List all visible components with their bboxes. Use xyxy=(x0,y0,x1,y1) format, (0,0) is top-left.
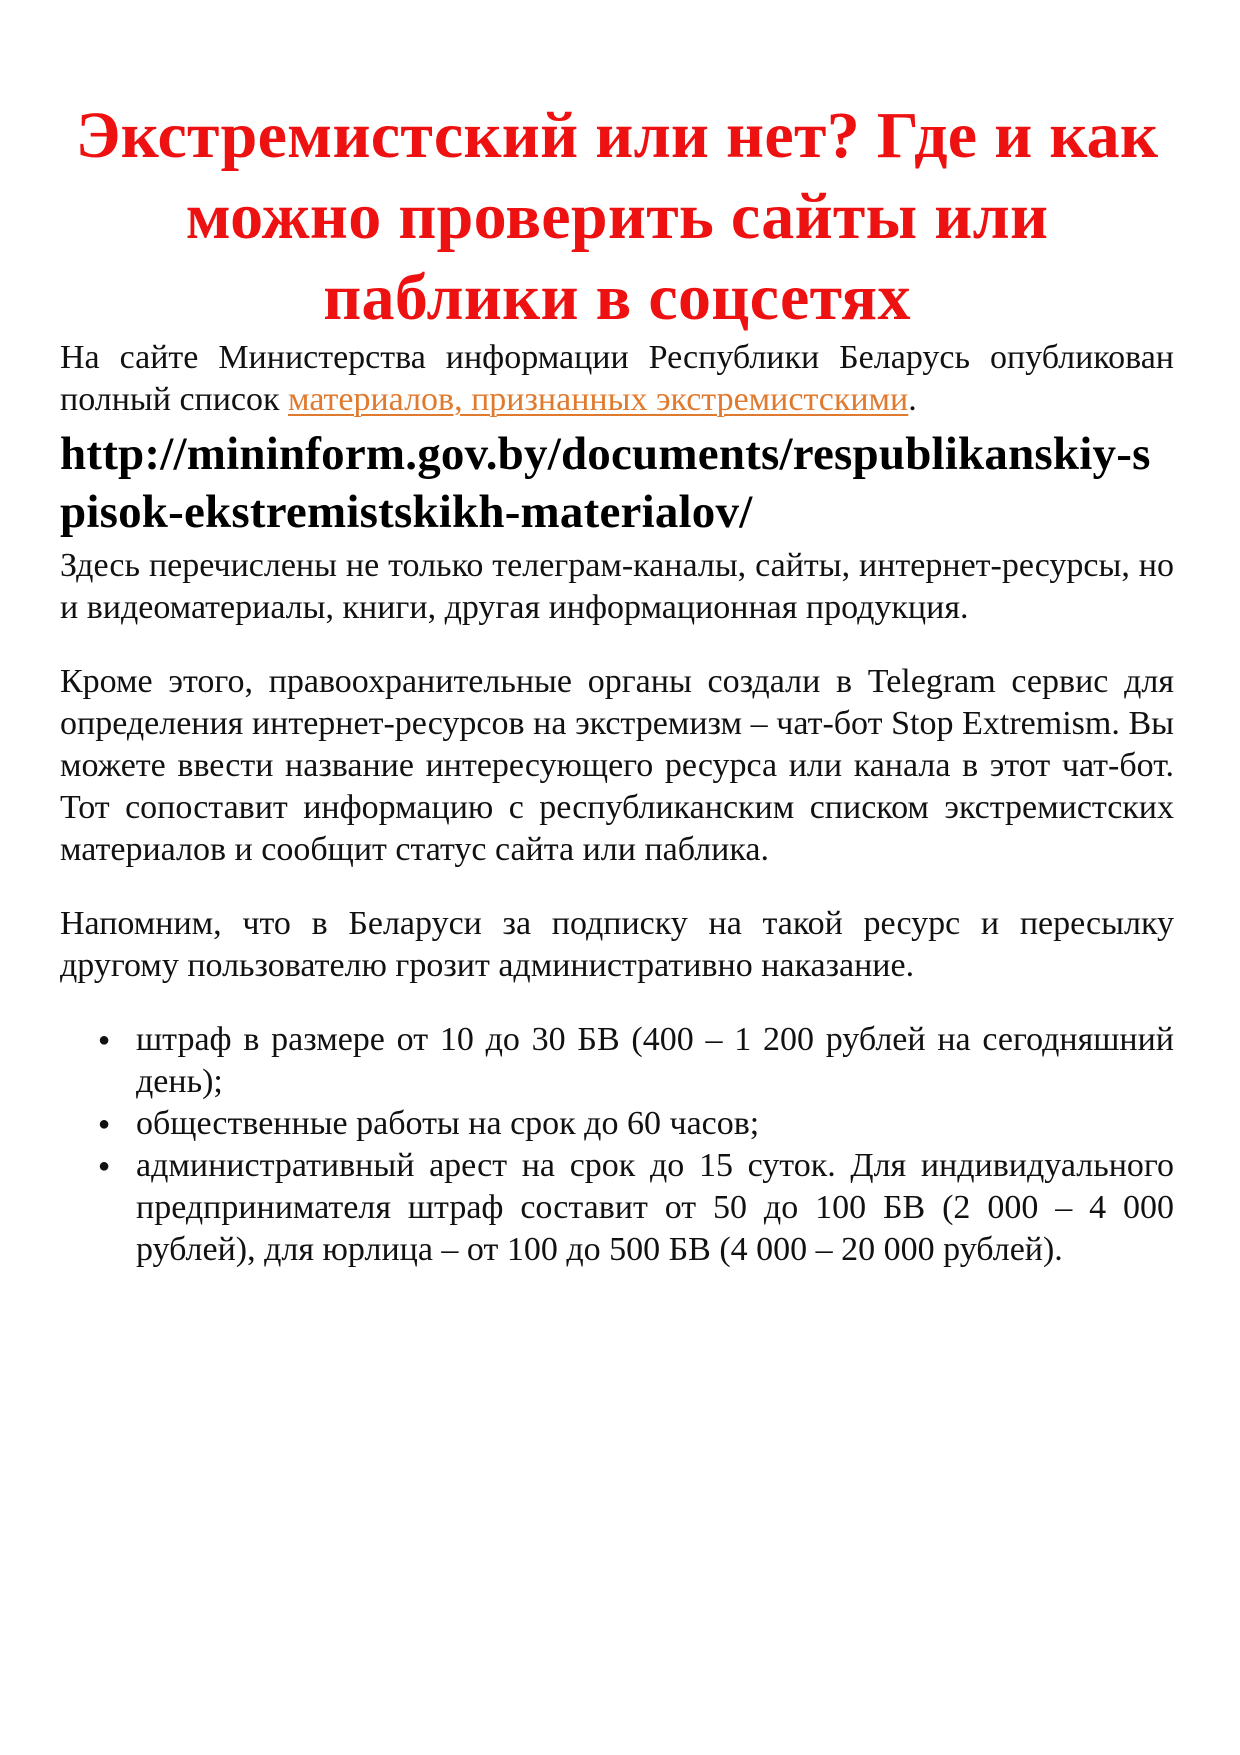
intro-period: . xyxy=(908,381,917,418)
content-paragraph-2: Кроме этого, правоохранительные органы создали в Telegram сервис для определения интернет-ресурсов на экстремизм – чат-бот Stop Extremism. Вы можете ввести название интересующего ресурса или канала в этот чат-бот. Тот сопоставит информацию с республиканским списком экстремистских материалов и сообщит статус сайта или паблика. xyxy=(60,663,1174,868)
intro-paragraph xyxy=(60,337,1174,421)
bullet-icon: ● xyxy=(98,1113,111,1135)
page-title: Экстремистский или нет? Где и как можно проверить сайты или паблики в соцсетях xyxy=(75,99,1159,334)
bullet-icon: ● xyxy=(98,1155,111,1177)
intro-text: На сайте Министерства информации Республики Беларусь опубликован полный список xyxy=(60,339,1174,418)
penalty-text: административный арест на срок до 15 суток. Для индивидуального предпринимателя штраф составит от 50 до 100 БВ (2 000 – 4 000 рублей), для юрлица – от 100 до 500 БВ (4 000 – 20 000 рублей). xyxy=(136,1147,1174,1268)
penalty-list xyxy=(60,1019,1174,1271)
bullet-icon: ● xyxy=(98,1029,111,1051)
penalty-text: штраф в размере от 10 до 30 БВ (400 – 1 200 рублей на сегодняшний день); xyxy=(136,1021,1174,1100)
list-item xyxy=(60,1145,1174,1271)
document-page xyxy=(60,95,1174,1271)
list-url: http://mininform.gov.by/documents/respublikanskiy-spisok-ekstremistskikh-materialov/ xyxy=(60,428,1151,538)
content-paragraph-1: Здесь перечислены не только телеграм-каналы, сайты, интернет-ресурсы, но и видеоматериалы, книги, другая информационная продукция. xyxy=(60,547,1174,626)
penalty-text: общественные работы на срок до 60 часов; xyxy=(136,1105,760,1142)
list-item xyxy=(60,1019,1174,1103)
content-paragraph-3: Напомним, что в Беларуси за подписку на такой ресурс и пересылку другому пользователю грозит административно наказание. xyxy=(60,905,1174,984)
list-item xyxy=(60,1103,1174,1145)
extremist-materials-link[interactable]: материалов, признанных экстремистскими xyxy=(288,381,909,418)
